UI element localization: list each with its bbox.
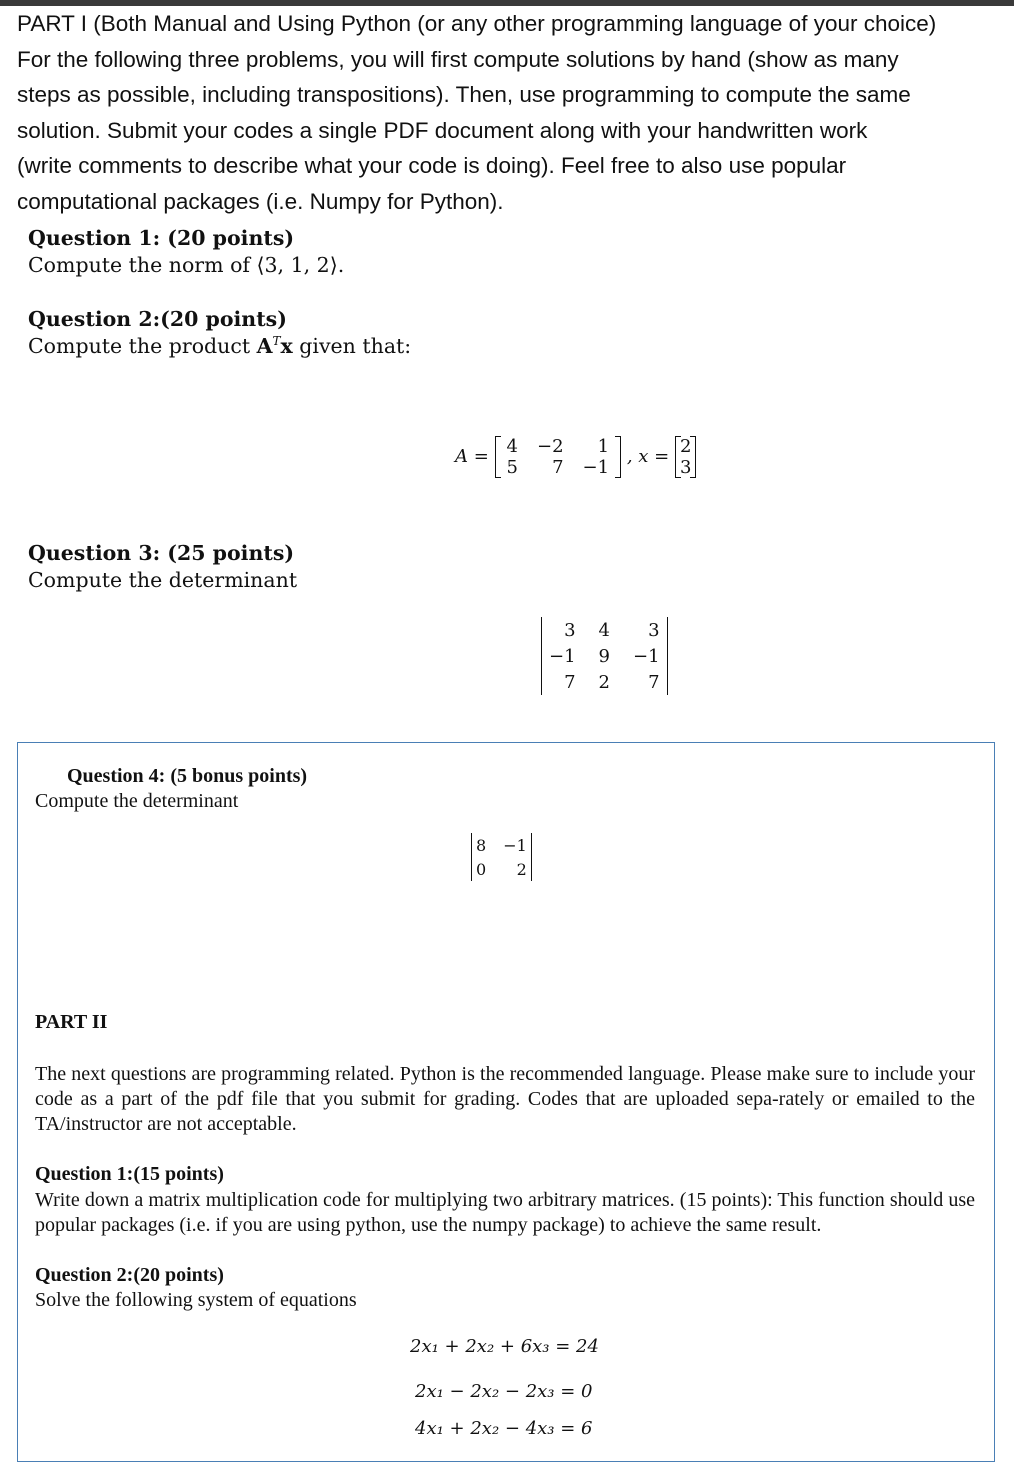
intro-line: (write comments to describe what your code is doing). Feel free to also use popular: [17, 153, 847, 178]
matrix-cell: 7: [564, 671, 576, 693]
p2-q1-title: Question 1:(15 points): [35, 1163, 224, 1185]
q4-determinant: [471, 833, 532, 881]
part-one-intro: [17, 6, 1007, 219]
matrix-cell: −2: [537, 436, 564, 457]
q2-vector-symbol: x: [280, 334, 293, 358]
matrix-cell: −1: [503, 835, 527, 855]
matrix-cell: 5: [506, 457, 518, 478]
matrix-cell: 1: [597, 436, 610, 457]
matrix-cell: −1: [549, 645, 576, 667]
p2-q1-text: Write down a matrix multiplication code for multiplying two arbitrary matrices. (15 points): This function should use popular packages (i.e. if you are using python, use the numpy package) to achieve the same result.: [35, 1189, 975, 1236]
p2-q2-title: Question 2:(20 points): [35, 1264, 224, 1286]
q2-text: [28, 334, 411, 358]
A-label: A =: [455, 446, 489, 467]
q3-title: Question 3: (25 points): [28, 541, 295, 565]
matrix-cell: 4: [598, 619, 610, 641]
part-two-intro: The next questions are programming related. Python is the recommended language. Please make sure to include your code as a part of the pdf file that you submit for grading. Codes that are uploaded sepa-rately or emailed to the TA/instructor are not acceptable.: [35, 1063, 975, 1135]
intro-line: steps as possible, including transpositions). Then, use programming to compute the same: [17, 82, 911, 107]
part-two-heading: PART II: [35, 1011, 108, 1033]
q1-title: Question 1: (20 points): [28, 226, 295, 250]
matrix-cell: 3: [679, 457, 692, 478]
p2-q2-text: Solve the following system of equations: [35, 1289, 357, 1311]
intro-line: computational packages (i.e. Numpy for Python).: [17, 188, 504, 214]
x-label: , x =: [626, 446, 670, 467]
equation-2: 2x₁ − 2x₂ − 2x₃ = 0: [415, 1381, 593, 1402]
q2-matrix-symbol: A: [256, 334, 273, 358]
matrix-A: [495, 436, 622, 478]
matrix-cell: 2: [516, 859, 527, 879]
matrix-cell: 7: [552, 457, 564, 478]
matrix-cell: 9: [598, 645, 610, 667]
q2-text-before: Compute the product: [28, 334, 257, 358]
determinant-3x3: [541, 617, 668, 695]
matrix-cell: 0: [476, 859, 487, 879]
matrix-cell: −1: [582, 457, 610, 478]
intro-line: solution. Submit your codes a single PDF document along with your handwritten work: [17, 117, 868, 143]
equation-1: 2x₁ + 2x₂ + 6x₃ = 24: [410, 1336, 599, 1357]
matrix-cell: 4: [506, 436, 518, 457]
q2-title: Question 2:(20 points): [28, 307, 287, 331]
matrix-cell: 2: [598, 671, 610, 693]
intro-line: For the following three problems, you will first compute solutions by hand (show as many: [17, 46, 899, 72]
q2-transpose-symbol: T: [272, 334, 281, 349]
vector-x: [675, 436, 696, 478]
matrix-cell: 3: [648, 619, 660, 641]
q3-text: Compute the determinant: [28, 568, 298, 592]
q4-text: Compute the determinant: [35, 790, 239, 812]
q2-text-after: given that:: [292, 334, 412, 358]
q2-given-matrices: [455, 436, 696, 478]
matrix-cell: 3: [564, 619, 576, 641]
q3-determinant: [541, 617, 668, 695]
matrix-cell: 8: [476, 835, 487, 855]
determinant-2x2: [471, 833, 532, 881]
matrix-cell: −1: [633, 645, 660, 667]
matrix-cell: 7: [648, 671, 660, 693]
intro-line: PART I (Both Manual and Using Python (or any other programming language of your choice): [17, 11, 937, 36]
q4-title: Question 4: (5 bonus points): [67, 765, 308, 787]
matrix-cell: 2: [679, 436, 692, 457]
equation-3: 4x₁ + 2x₂ − 4x₃ = 6: [415, 1418, 593, 1439]
q1-text: Compute the norm of ⟨3, 1, 2⟩.: [28, 253, 345, 277]
